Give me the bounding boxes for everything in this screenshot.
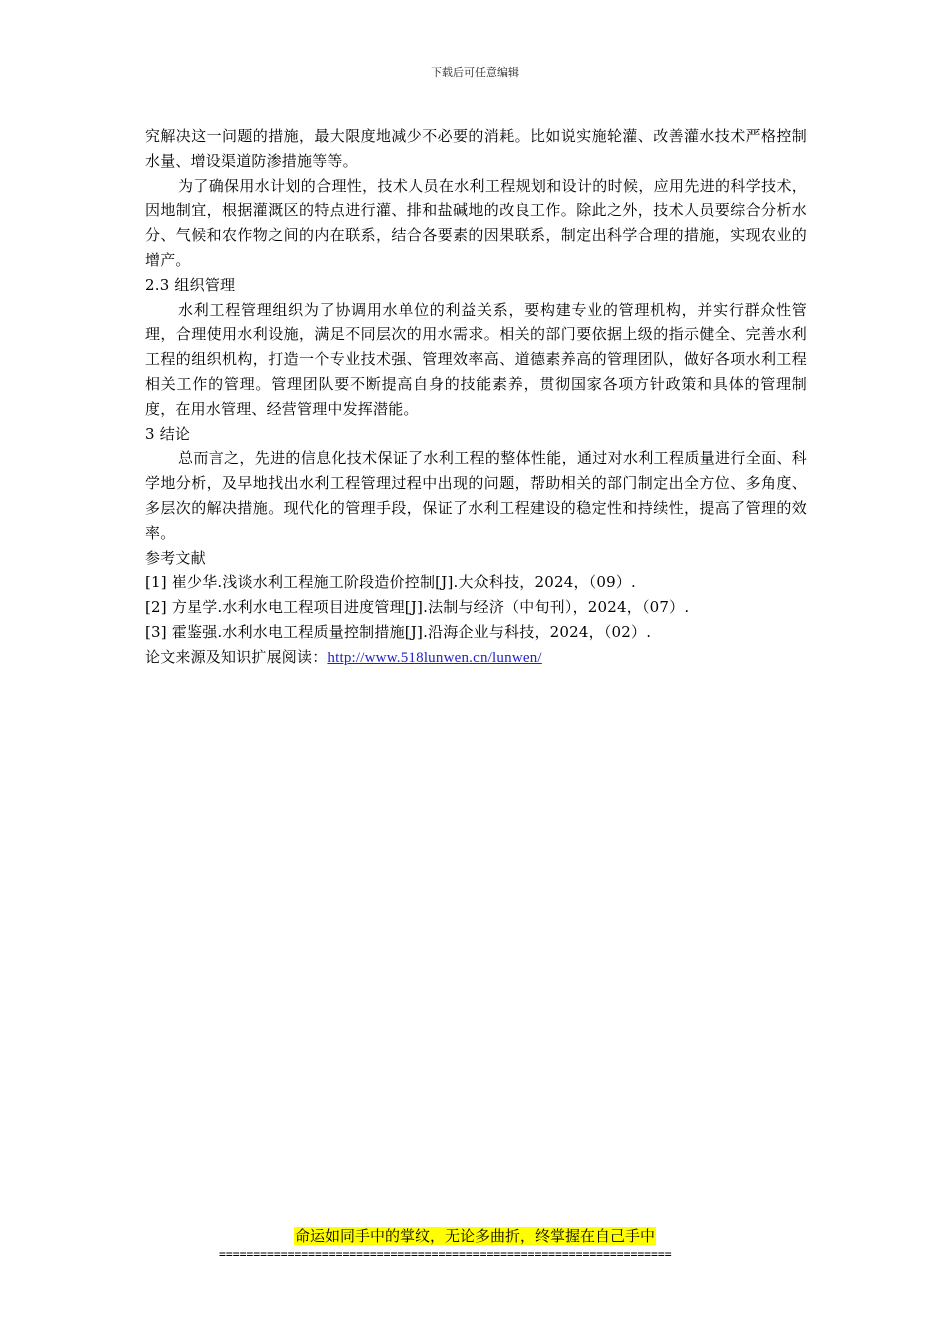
section-heading-organization: 2.3 组织管理 [145, 275, 236, 294]
section-heading-conclusion: 3 结论 [145, 424, 191, 443]
paragraph-irrigation-plan: 为了确保用水计划的合理性，技术人员在水利工程规划和设计的时候，应用先进的科学技术，因地制宜，根据灌溉区的特点进行灌、排和盐碱地的改良工作。除此之外，技术人员要综合分析水分、气候和农作物之间的内在联系，结合各要素的因果联系，制定出科学合理的措施，实现农业的增产。 [145, 176, 807, 269]
paragraph-conclusion: 总而言之，先进的信息化技术保证了水利工程的整体性能，通过对水利工程质量进行全面、科学地分析，及早地找出水利工程管理过程中出现的问题，帮助相关的部门制定出全方位、多角度、多层次的解决措施。现代化的管理手段，保证了水利工程建设的稳定性和持续性，提高了管理的效率。 [145, 449, 807, 542]
source-line [145, 645, 807, 671]
footer-motto [0, 1226, 950, 1246]
reference-item: [1] 崔少华.浅谈水利工程施工阶段造价控制[J].大众科技，2024，（09）. [145, 573, 637, 592]
reference-item: [2] 方星学.水利水电工程项目进度管理[J].法制与经济（中旬刊），2024，（07）. [145, 598, 690, 617]
footer-motto-text: 命运如同手中的掌纹，无论多曲折，终掌握在自己手中 [294, 1227, 655, 1245]
references-title: 参考文献 [145, 548, 206, 567]
source-link[interactable]: http://www.518lunwen.cn/lunwen/ [327, 649, 542, 666]
paragraph-continued: 究解决这一问题的措施，最大限度地减少不必要的消耗。比如说实施轮灌、改善灌水技术严格控制水量、增设渠道防渗措施等等。 [145, 127, 807, 170]
page-header: 下载后可任意编辑 [431, 66, 519, 79]
reference-item: [3] 霍鉴强.水利水电工程质量控制措施[J].沿海企业与科技，2024，（02）. [145, 622, 652, 641]
source-label: 论文来源及知识扩展阅读： [145, 647, 328, 666]
document-body [145, 124, 807, 671]
footer-divider: ================================================================== [219, 1247, 672, 1261]
paragraph-organization: 水利工程管理组织为了协调用水单位的利益关系，要构建专业的管理机构，并实行群众性管理，合理使用水利设施，满足不同层次的用水需求。相关的部门要依据上级的指示健全、完善水利工程的组织机构，打造一个专业技术强、管理效率高、道德素养高的管理团队，做好各项水利工程相关工作的管理。管理团队要不断提高自身的技能素养，贯彻国家各项方针政策和具体的管理制度，在用水管理、经营管理中发挥潜能。 [145, 300, 807, 418]
